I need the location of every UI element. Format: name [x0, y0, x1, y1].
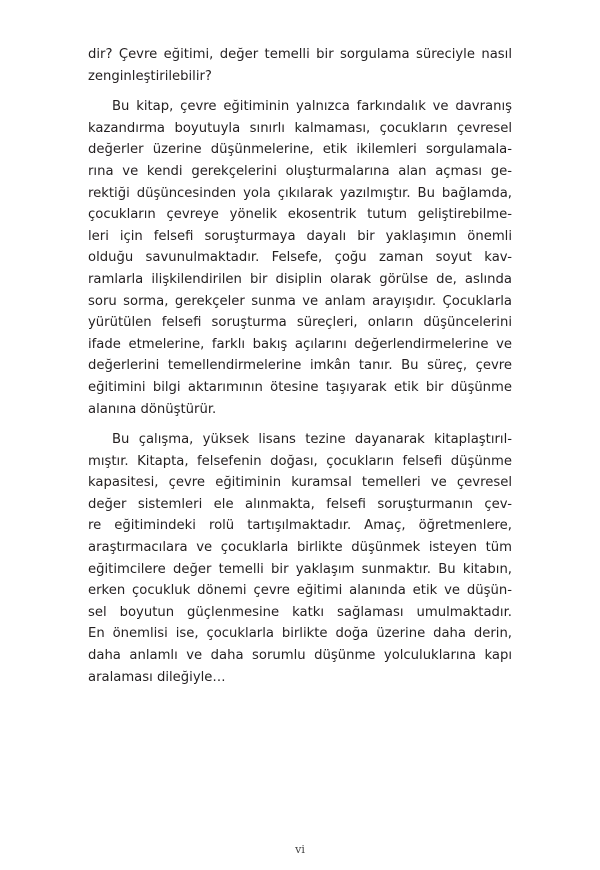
text-line: değer sistemleri ele alınmakta, felsefi soruşturmanın çev-	[88, 496, 512, 512]
text-line: zenginleştirilebilir?	[88, 68, 212, 84]
text-line: değerlerini temellendirmelerine imkân tanır. Bu süreç, çevre	[88, 358, 512, 374]
paragraph-1	[88, 44, 512, 87]
text-line: daha anlamlı ve daha sorumlu düşünme yolculuklarına kapı	[88, 648, 512, 664]
text-line: kapasitesi, çevre eğitiminin kuramsal temelleri ve çevresel	[88, 475, 512, 491]
text-line: soru sorma, gerekçeler sunma ve anlam arayışıdır. Çocuklarla	[88, 293, 512, 309]
text-line: çocukların çevreye yönelik ekosentrik tutum geliştirebilme-	[88, 207, 512, 223]
text-line: leri için felsefi soruşturmaya dayalı bir yaklaşımın önemli	[88, 228, 512, 244]
text-line: erken çocukluk dönemi çevre eğitimi alanında etik ve düşün-	[88, 583, 512, 599]
text-line: Bu çalışma, yüksek lisans tezine dayanarak kitaplaştırıl-	[112, 432, 512, 448]
text-line: ramlarla ilişkilendirilen bir disiplin olarak görülse de, aslında	[88, 271, 512, 287]
text-line: rına ve kendi gerekçelerini oluşturmalarına alan açması ge-	[88, 163, 512, 179]
text-line: araştırmacılara ve çocuklarla birlikte düşünmek isteyen tüm	[88, 540, 512, 556]
text-line: Bu kitap, çevre eğitiminin yalnızca farkındalık ve davranış	[112, 99, 512, 115]
text-line: re eğitimindeki rolü tartışılmaktadır. Amaç, öğretmenlere,	[88, 518, 512, 534]
paragraph-3	[88, 429, 512, 688]
text-line: sel boyutun güçlenmesine katkı sağlaması umulmaktadır.	[88, 604, 512, 620]
page-number: vi	[295, 843, 305, 856]
text-line: En önemlisi ise, çocuklarla birlikte doğa üzerine daha derin,	[88, 626, 512, 642]
text-line: dir? Çevre eğitimi, değer temelli bir sorgulama süreciyle nasıl	[88, 47, 512, 62]
text-line: yürütülen felsefi soruşturma süreçleri, onların düşüncelerini	[88, 315, 512, 331]
text-line: rektiği düşüncesinden yola çıkılarak yazılmıştır. Bu bağlamda,	[88, 185, 512, 201]
text-line: olduğu savunulmaktadır. Felsefe, çoğu zaman soyut kav-	[88, 250, 512, 266]
text-line: alanına dönüştürür.	[88, 401, 217, 417]
text-line: mıştır. Kitapta, felsefenin doğası, çocukların felsefi düşünme	[88, 453, 512, 469]
text-line: kazandırma boyutuyla sınırlı kalmaması, çocukların çevresel	[88, 120, 512, 136]
text-line: aralaması dileğiyle…	[88, 669, 226, 685]
body-text	[88, 44, 512, 697]
text-line: ifade etmelerine, farklı bakış açılarını değerlendirmelerine ve	[88, 336, 512, 352]
text-line: eğitimini bilgi aktarımının ötesine taşıyarak etik bir düşünme	[88, 379, 512, 395]
text-line: eğitimcilere değer temelli bir yaklaşım sunmaktır. Bu kitabın,	[88, 561, 512, 577]
text-line: değerler üzerine düşünmelerine, etik ikilemleri sorgulamala-	[88, 142, 512, 158]
paragraph-2	[88, 96, 512, 420]
